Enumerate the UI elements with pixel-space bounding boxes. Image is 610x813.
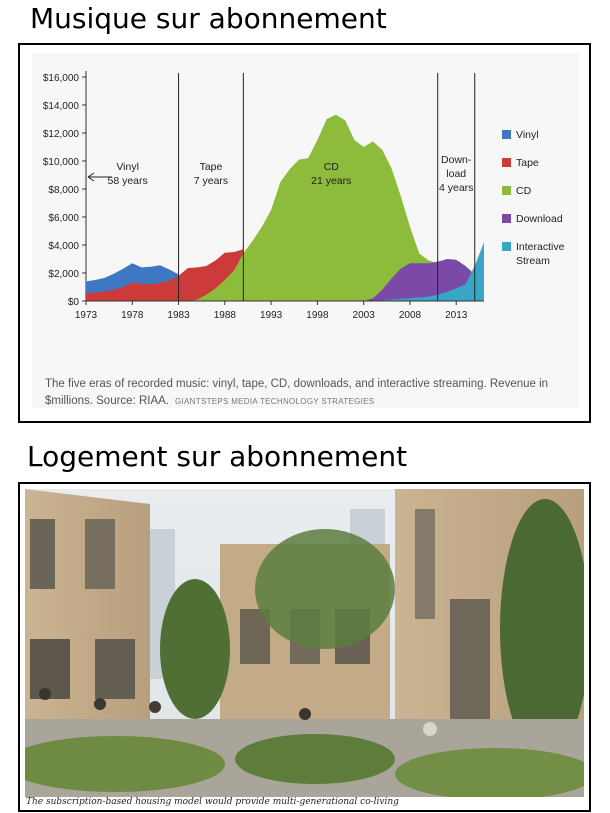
x-tick-label: 1993 (259, 310, 283, 321)
legend-label: CD (516, 185, 532, 197)
x-tick-label: 1978 (121, 310, 144, 321)
window (415, 509, 435, 619)
x-tick-label: 1998 (306, 310, 329, 321)
era-label: 7 years (193, 175, 229, 187)
housing-illustration (25, 489, 584, 797)
chart-source: GIANTSTEPS MEDIA TECHNOLOGY STRATEGIES (175, 397, 375, 406)
legend-swatch-download (502, 214, 511, 223)
era-label: 58 years (107, 175, 148, 187)
tree (160, 579, 230, 719)
chart-caption-text: The five eras of recorded music: vinyl, tape, CD, downloads, and interactive streaming. Revenue in $millions. Source: RIAA. (45, 378, 549, 407)
person (149, 701, 161, 713)
planter (235, 734, 395, 784)
era-label: 4 years (439, 182, 474, 194)
legend-swatch-tape (502, 158, 511, 167)
x-tick-label: 2013 (445, 310, 468, 321)
x-tick-label: 2003 (352, 310, 375, 321)
era-label: 21 years (311, 175, 352, 187)
y-tick-label: $12,000 (42, 129, 79, 140)
person (423, 722, 437, 736)
y-tick-label: $0 (67, 297, 79, 308)
chart-caption (45, 376, 575, 410)
housing-photo (25, 489, 584, 797)
legend-swatch-vinyl (502, 130, 511, 139)
y-tick-label: $4,000 (48, 241, 79, 252)
era-label: Down- (441, 154, 472, 166)
x-tick-label: 1973 (74, 310, 98, 321)
x-tick-label: 1983 (167, 310, 190, 321)
y-tick-label: $14,000 (42, 101, 79, 112)
era-label: Tape (199, 161, 223, 173)
legend-label: Vinyl (516, 129, 539, 141)
x-tick-label: 2008 (398, 310, 422, 321)
chart-area (32, 53, 579, 408)
legend-label: Interactive (516, 241, 565, 253)
legend-label: Download (516, 213, 563, 225)
window (30, 639, 70, 699)
legend-swatch-interactive-stream (502, 242, 511, 251)
person (94, 698, 106, 710)
photo-panel (18, 482, 591, 812)
legend-label: Stream (516, 255, 550, 267)
y-tick-label: $6,000 (48, 213, 79, 224)
era-label: load (446, 168, 467, 180)
window (85, 519, 115, 589)
chart-panel (18, 43, 591, 423)
y-tick-label: $2,000 (48, 269, 79, 280)
revenue-chart (32, 53, 579, 373)
y-tick-label: $16,000 (42, 73, 79, 84)
legend-swatch-cd (502, 186, 511, 195)
photo-caption: The subscription-based housing model would provide multi-generational co-living (26, 797, 399, 807)
person (39, 688, 51, 700)
y-tick-label: $10,000 (42, 157, 79, 168)
era-label: CD (323, 161, 339, 173)
window (95, 639, 135, 699)
x-tick-label: 1988 (213, 310, 236, 321)
person (299, 708, 311, 720)
era-label: Vinyl (116, 161, 139, 173)
tree (255, 529, 395, 649)
heading-housing: Logement sur abonnement (27, 440, 408, 473)
window (30, 519, 55, 589)
legend-label: Tape (516, 157, 539, 169)
heading-music: Musique sur abonnement (30, 2, 387, 35)
y-tick-label: $8,000 (48, 185, 79, 196)
